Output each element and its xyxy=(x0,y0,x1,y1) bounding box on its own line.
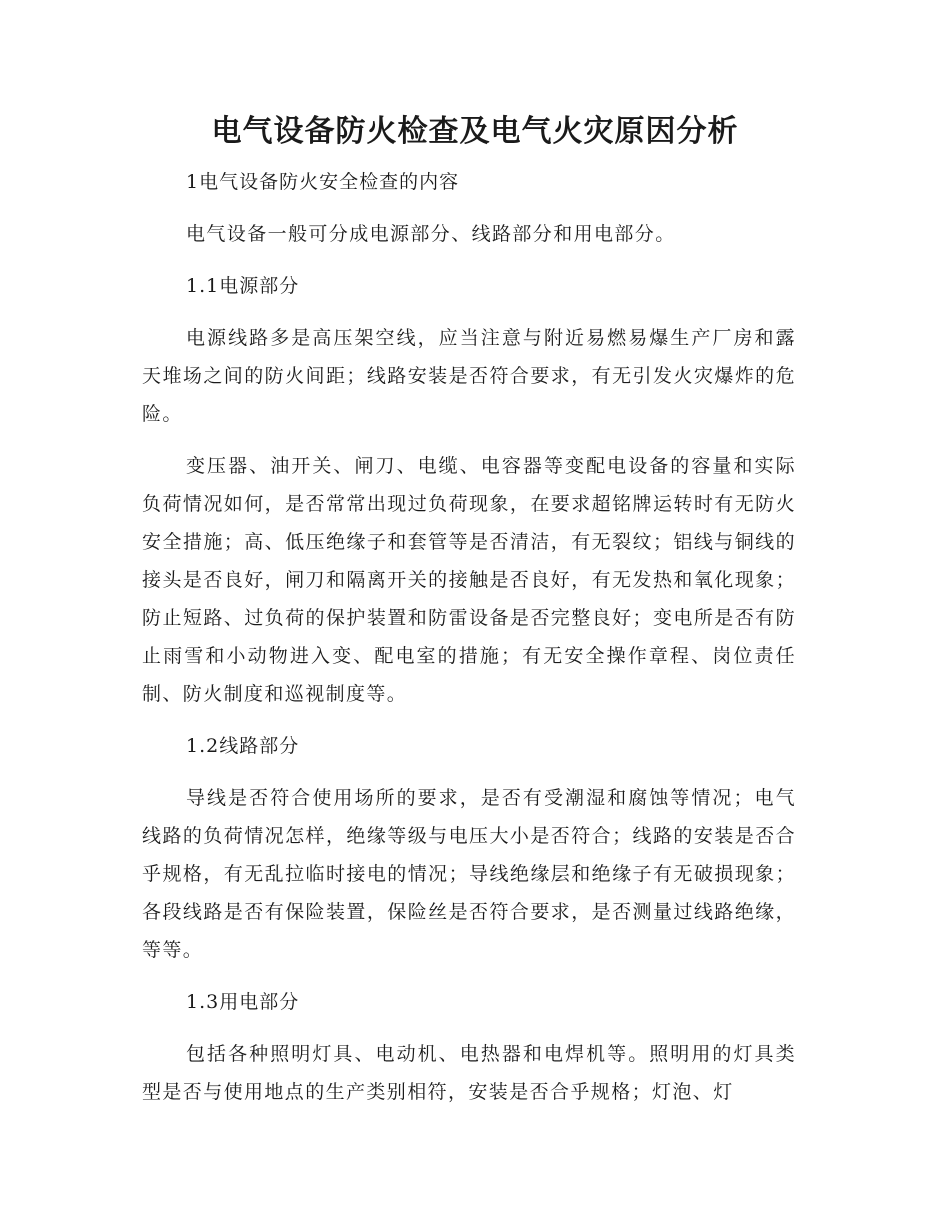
paragraph-intro: 电气设备一般可分成电源部分、线路部分和用电部分。 xyxy=(186,223,676,245)
paragraph-wiring: 导线是否符合使用场所的要求，是否有受潮湿和腐蚀等情况；电气线路的负荷情况怎样，绝缘等级与电压大小是否符合；线路的安装是否合乎规格，有无乱拉临时接电的情况；导线绝缘层和绝缘子有无破损现象；各段线路是否有保险装置，保险丝是否符合要求，是否测量过线路绝缘，等等。 xyxy=(142,787,796,961)
section-heading-1-2: 1.2线路部分 xyxy=(186,735,300,757)
document-title: 电气设备防火检查及电气火灾原因分析 xyxy=(211,114,739,149)
section-heading-1-3: 1.3用电部分 xyxy=(186,991,300,1013)
section-heading-1-1: 1.1电源部分 xyxy=(186,275,300,297)
paragraph-appliances: 包括各种照明灯具、电动机、电热器和电焊机等。照明用的灯具类型是否与使用地点的生产类别相符，安装是否合乎规格；灯泡、灯 xyxy=(142,1043,796,1103)
section-heading-1: 1电气设备防火安全检查的内容 xyxy=(186,171,460,193)
paragraph-transformers: 变压器、油开关、闸刀、电缆、电容器等变配电设备的容量和实际负荷情况如何，是否常常出现过负荷现象，在要求超铭牌运转时有无防火安全措施；高、低压绝缘子和套管等是否清洁，有无裂纹；铝线与铜线的接头是否良好，闸刀和隔离开关的接触是否良好，有无发热和氧化现象；防止短路、过负荷的保护装置和防雷设备是否完整良好；变电所是否有防止雨雪和小动物进入变、配电室的措施；有无安全操作章程、岗位责任制、防火制度和巡视制度等。 xyxy=(142,455,796,705)
document-body xyxy=(142,163,796,1125)
paragraph-power-lines: 电源线路多是高压架空线，应当注意与附近易燃易爆生产厂房和露天堆场之间的防火间距；线路安装是否符合要求，有无引发火灾爆炸的危险。 xyxy=(142,327,796,425)
